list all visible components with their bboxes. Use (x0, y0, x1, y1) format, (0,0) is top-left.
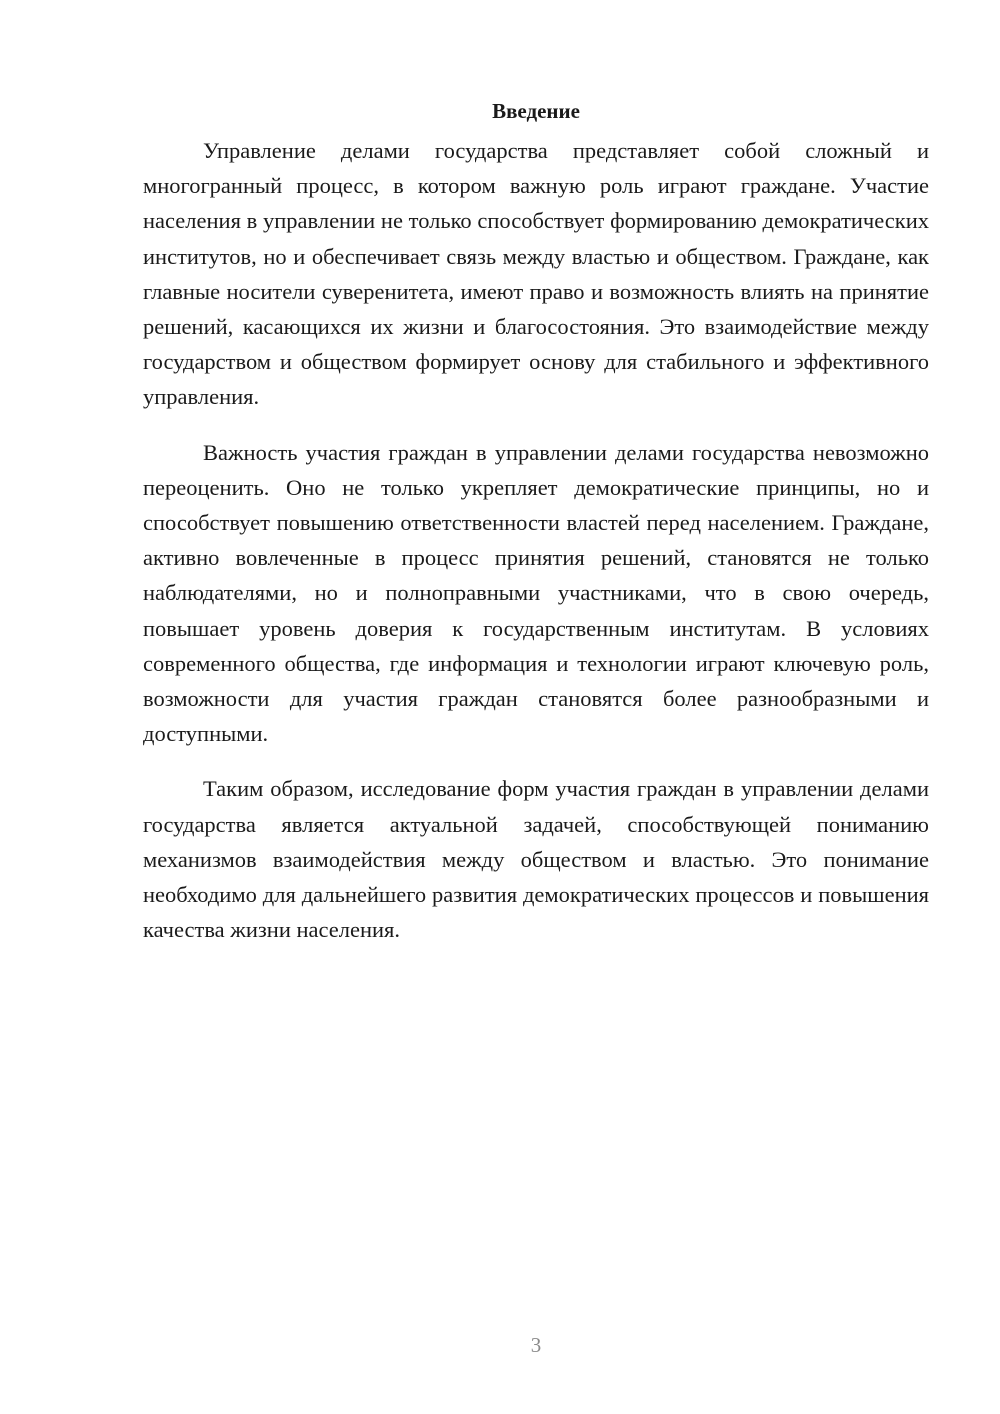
page-number: 3 (530, 1333, 542, 1357)
page-content (143, 97, 929, 967)
section-heading: Введение (492, 99, 580, 123)
paragraph-2: Важность участия граждан в управлении делами государства невозможно переоценить. Оно не только укрепляет демократические принципы, но и способствует повышению ответственности властей перед населением. Граждане, активно вовлеченные в процесс принятия решений, становятся не только наблюдателями, но и полноправными участниками, что в свою очередь, повышает уровень доверия к государственным институтам. В условиях современного общества, где информация и технологии играют ключевую роль, возможности для участия граждан становятся более разнообразными и доступными. (143, 439, 929, 747)
paragraph-1: Управление делами государства представляет собой сложный и многогранный процесс, в котором важную роль играют граждане. Участие населения в управлении не только способствует формированию демократических институтов, но и обеспечивает связь между властью и обществом. Граждане, как главные носители суверенитета, имеют право и возможность влиять на принятие решений, касающихся их жизни и благосостояния. Это взаимодействие между государством и обществом формирует основу для стабильного и эффективного управления. (143, 138, 929, 410)
paragraph-3: Таким образом, исследование форм участия граждан в управлении делами государства является актуальной задачей, способствующей пониманию механизмов взаимодействия между обществом и властью. Это понимание необходимо для дальнейшего развития демократических процессов и повышения качества жизни населения. (143, 776, 929, 943)
